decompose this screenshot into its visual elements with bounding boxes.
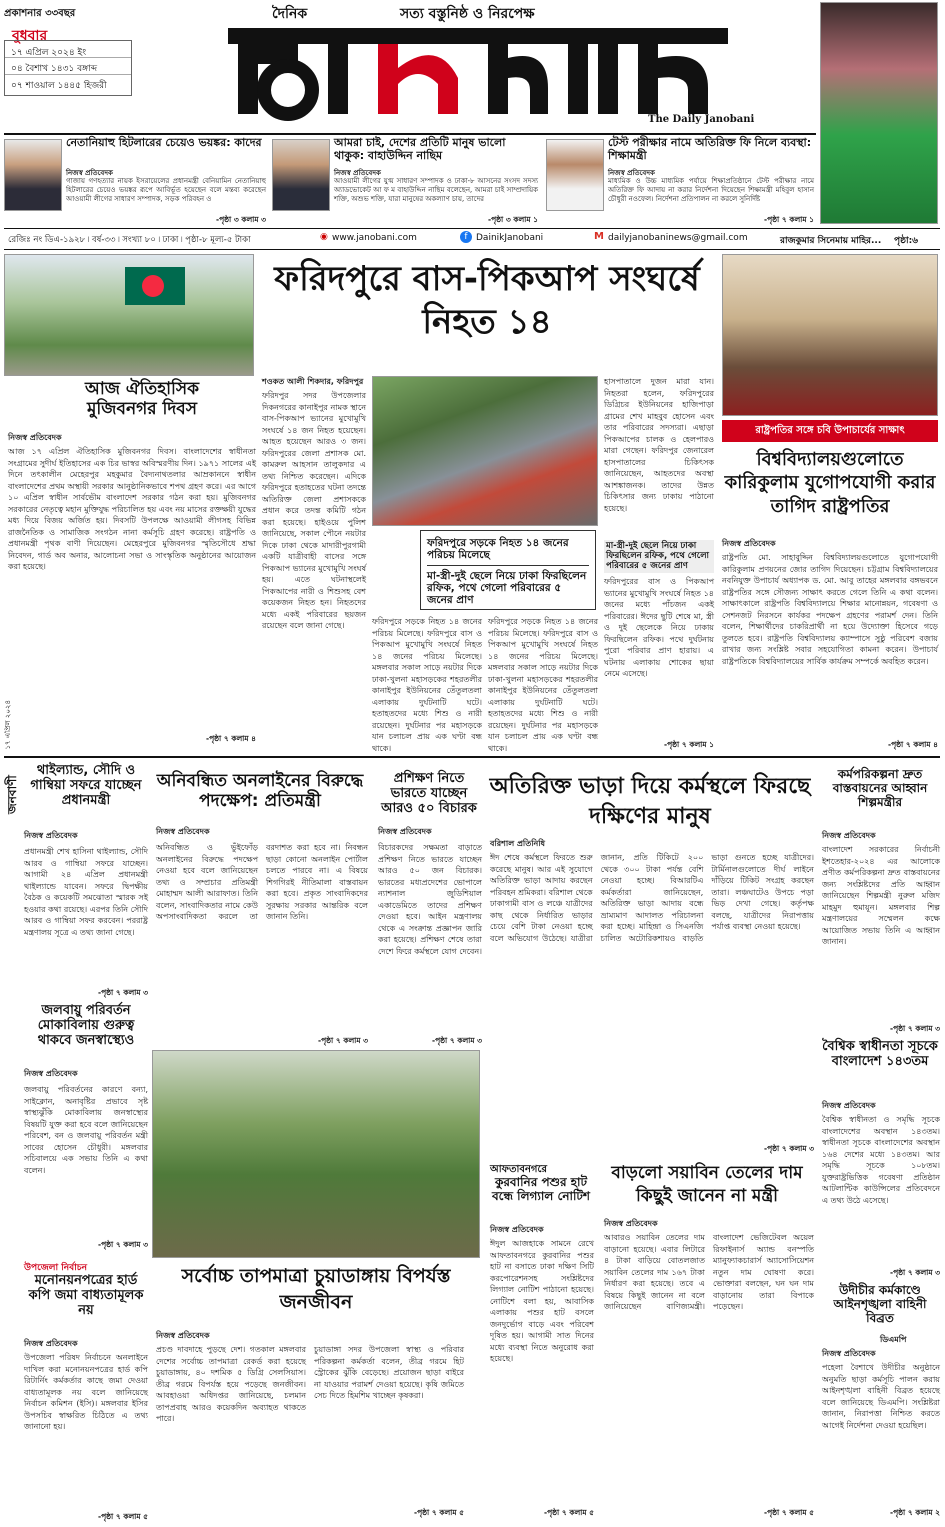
pm-trip-continued[interactable]: -পৃষ্ঠা ৭ কলাম ৩ [97, 988, 148, 997]
pm-trip-text: প্রধানমন্ত্রী শেখ হাসিনা থাইল্যান্ড, সৌদি আরব ও গাম্বিয়া সফরে যাচ্ছেন। আগামী ২৪ এপ্রিল প্রধানমন্ত্রী থাইল্যান্ডে যাবেন। সফরে দ্বিপক্ষীয় বৈঠক ও কয়েকটি সমঝোতা স্মারক সই হওয়ার কথা রয়েছে। এরপর তিনি সৌদি আরব ও গাম্বিয়া সফর করবেন। পররাষ্ট্র মন্ত্রণালয় সূত্রে এ তথ্য জানা গেছে। [24, 847, 148, 937]
lead-byline: শওকত আলী শিকদার, ফরিদপুর [262, 377, 364, 386]
teaser-1-title[interactable]: নেতানিয়াহু হিটলারের চেয়েও ভয়ঙ্কর: কাদের [66, 136, 262, 149]
udichi-text: পহেলা বৈশাখে উদীচীর অনুষ্ঠানে অনুমতি ছাড়া কর্মসূচি পালন করায় আইনশৃঙ্খলা বাহিনী বিব্রত হয়েছে বলে জানিয়েছে ডিএমপি। সংশ্লিষ্টরা জানান, নিরাপত্তা নিশ্চিত করতে আগেই নির্দেশনা দেওয়া হয়েছিল। [822, 1363, 940, 1430]
oil-byline: নিজস্ব প্রতিবেদক [604, 1219, 658, 1228]
oil-continued[interactable]: -পৃষ্ঠা ৭ কলাম ৫ [763, 1508, 814, 1517]
lead-continued[interactable]: -পৃষ্ঠা ৭ কলাম ১ [663, 740, 714, 749]
eid-byline: নিজস্ব প্রতিবেদক [490, 1225, 544, 1234]
teaser-3-continued[interactable]: -পৃষ্ঠা ৭ কলাম ১ [763, 215, 814, 224]
eid-headline[interactable]: কুরবানির পশুর হাট বন্ধে লিগ্যাল নোটিশ [491, 1175, 591, 1203]
lead-box-head: মা-স্ত্রী-দুই ছেলে নিয়ে ঢাকা ফিরছিলেন রফিক, পথে গেলো পরিবারের ৫ জনের প্রাণ [604, 540, 714, 573]
lead-text-col4: ফরিদপুরের বাস ও পিকআপ ভ্যানের মুখোমুখি সংঘর্ষে নিহত ১৪ জনের মধ্যে পাঁচজন একই পরিবারের। ঈদের ছুটি শেষে মা, স্ত্রী ও দুই ছেলেকে নিয়ে ঢাকায় ফিরছিলেন রফিক। পথে দুর্ঘটনায় পুরো পরিবার প্রাণ হারায়। এ ঘটনায় এলাকায় শোকের ছায়া নেমে এসেছে। [604, 577, 714, 678]
eid-kicker: আফতাবনগরে [490, 1164, 547, 1175]
freedom-text: বৈশ্বিক স্বাধীনতা ও সমৃদ্ধি সূচকে বাংলাদেশের অবস্থান ১৪৩তম। স্বাধীনতা সূচকে বাংলাদেশের অবস্থান ১৬৪ দেশের মধ্যে ১৪৩তম। আর সমৃদ্ধি সূচকে ১০৮তম। যুক্তরাষ্ট্রভিত্তিক গবেষণা প্রতিষ্ঠান আটলান্টিক কাউন্সিলের প্রতিবেদনে এ তথ্য উঠে এসেছে। [822, 1115, 940, 1205]
online-text: অনিবন্ধিত ও ভুঁইফোঁড় অনলাইনের বিরুদ্ধে পদক্ষেপ নেওয়া হবে বলে জানিয়েছেন তথ্য ও সম্প্রচার প্রতিমন্ত্রী মোহাম্মদ আলী আরাফাত। তিনি বলেন, সাংবাদিকতার নামে কেউ অপসাংবাদিকতা করলে তা বরদাশত করা হবে না। নিবন্ধন ছাড়া কোনো অনলাইন পোর্টাল চলতে পারবে না। এ বিষয়ে শিগগিরই নীতিমালা বাস্তবায়ন করা হবে। প্রকৃত সাংবাদিকদের সুরক্ষায় সরকার আন্তরিক বলে জানান তিনি। [156, 843, 368, 921]
teaser-2-text: আওয়ামী লীগের যুগ্ম সাধারণ সম্পাদক ও ঢাকা-৮ আসনের সংসদ সদস্য অ্যাডভোকেট আ ফ ম বাহাউদ্দিন নাছিম বলেছেন, আমরা চাই সাম্প্রদায়িক শক্তি, অশুভ শক্তি, যারা মানুষের অকল্যাণ চায়, তাদের [334, 177, 538, 203]
president-headline[interactable]: বিশ্ববিদ্যালয়গুলোতে কারিকুলাম যুগোপযোগী করার তাগিদ রাষ্ট্রপতির [724, 449, 936, 517]
udichi-byline: নিজস্ব প্রতিবেদক [822, 1349, 876, 1358]
side-brand-strip [2, 700, 18, 770]
udichi-continued[interactable]: -পৃষ্ঠা ৭ কলাম ২ [889, 1508, 940, 1517]
info-bar [4, 228, 940, 250]
fare-text: ঈদ শেষে কর্মস্থলে ফিরতে শুরু করেছে মানুষ। আর এই সুযোগে অতিরিক্ত ভাড়া আদায় করছেন পরিবহন শ্রমিকরা। বরিশাল থেকে ঢাকাগামী বাস ও লঞ্চে যাত্রীদের কাছ থেকে নির্ধারিত ভাড়ার চেয়ে বেশি টাকা নেওয়া হচ্ছে বলে অভিযোগ উঠেছে। যাত্রীরা জানান, প্রতি টিকিটে ২০০ থেকে ৩০০ টাকা পর্যন্ত বেশি নেওয়া হচ্ছে। বিআরটিএ কর্মকর্তারা জানিয়েছেন, অতিরিক্ত ভাড়া আদায় বন্ধে ভ্রাম্যমাণ আদালত পরিচালনা করা হচ্ছে। মাহিন্দ্রা ও সিএনজি চালিত অটোরিকশায়ও বাড়তি ভাড়া গুনতে হচ্ছে যাত্রীদের। টার্মিনালগুলোতে দীর্ঘ লাইনে দাঁড়িয়ে টিকিট সংগ্রহ করছেন তারা। লঞ্চঘাটেও উপচে পড়া ভিড় দেখা গেছে। কর্তৃপক্ষ বলছে, যাত্রীদের নিরাপত্তায় পর্যাপ্ত ব্যবস্থা নেওয়া হয়েছে। [490, 853, 814, 943]
email-link[interactable]: dailyjanobaninews@gmail.com [608, 233, 748, 243]
heat-continued[interactable]: -পৃষ্ঠা ৭ কলাম ৫ [413, 1508, 464, 1517]
side-date: ১৭ এপ্রিল ২০২৪ [4, 700, 12, 750]
teaser-3-photo [546, 139, 604, 211]
heat-text-1: প্রচণ্ড দাবদাহে পুড়ছে দেশ। গতকাল মঙ্গলবার দেশের সর্বোচ্চ তাপমাত্রা রেকর্ড করা হয়েছে চুয়াডাঙ্গায়, ৪০ দশমিক ৫ ডিগ্রি সেলসিয়াস। তীব্র গরমে বিপর্যস্ত হয়ে পড়েছে জনজীবন। আবহাওয়া অধিদপ্তর জানিয়েছে, চলমান তাপপ্রবাহ আরও কয়েকদিন অব্যাহত থাকতে পারে। [156, 1345, 306, 1423]
upazila-text: উপজেলা পরিষদ নির্বাচনে অনলাইনে দাখিল করা মনোনয়নপত্রের হার্ড কপি রিটার্নিং কর্মকর্তার কাছে জমা দেওয়া বাধ্যতামূলক নয় বলে জানিয়েছে নির্বাচন কমিশন (ইসি)। মঙ্গলবার ইসির উপসচিব স্বাক্ষরিত চিঠিতে এ তথ্য জানানো হয়। [24, 1353, 148, 1431]
gmail-icon: M [594, 231, 604, 242]
teaser-3-byline: নিজস্ব প্রতিবেদক [608, 169, 655, 177]
heat-byline: নিজস্ব প্রতিবেদক [156, 1331, 210, 1340]
fare-continued[interactable]: -পৃষ্ঠা ৭ কলাম ৩ [763, 1144, 814, 1153]
page-number: পৃষ্ঠা:৬ [894, 236, 919, 246]
upazila-kicker: উপজেলা নির্বাচন [24, 1263, 88, 1273]
president-continued[interactable]: -পৃষ্ঠা ৭ কলাম ৪ [887, 740, 938, 749]
facebook-icon: f [460, 231, 472, 243]
president-text: রাষ্ট্রপতি মো. সাহাবুদ্দিন বিশ্ববিদ্যালয়গুলোতে যুগোপযোগী কারিকুলাম প্রণয়নের জোর তাগিদ দিয়েছেন। চট্টগ্রাম বিশ্ববিদ্যালয়ের নবনিযুক্ত উপাচার্য অধ্যাপক ড. মো. আবু তাহের মঙ্গলবার বঙ্গভবনে রাষ্ট্রপতির সঙ্গে সৌজন্য সাক্ষাৎ করতে গেলে তিনি এ কথা বলেন। সাক্ষাৎকালে রাষ্ট্রপতি বিশ্ববিদ্যালয়ে শিক্ষার মানোন্নয়ন, গবেষণা ও সেশনজট নিরসনে কার্যকর পদক্ষেপ গ্রহণের পরামর্শ দেন। তিনি বলেন, শিক্ষার্থীদের চাকরিপ্রার্থী না হয়ে উদ্যোক্তা হিসেবে গড়ে তুলতে হবে। রাষ্ট্রপতি বিশ্ববিদ্যালয় ক্যাম্পাসে সুষ্ঠু পরিবেশ বজায় রাখার জন্য সংশ্লিষ্ট সবার সহযোগিতা কামনা করেন। উপাচার্য রাষ্ট্রপতিকে বিশ্ববিদ্যালয়ের সার্বিক কার্যক্রম সম্পর্কে অবহিত করেন। [722, 553, 938, 666]
upazila-headline[interactable]: মনোনয়নপত্রের হার্ড কপি জমা বাধ্যতামূলক নয় [28, 1273, 144, 1318]
teaser-1-continued[interactable]: -পৃষ্ঠা ৩ কলাম ৩ [215, 215, 266, 224]
date-hijri: ০৭ শাওয়াল ১৪৪৫ হিজরী [11, 81, 107, 91]
website-link[interactable]: www.janobani.com [332, 233, 417, 243]
teaser-1[interactable] [4, 137, 266, 227]
lead-highlight-box [420, 530, 596, 610]
web-icon: ◉ [320, 232, 328, 242]
judges-headline[interactable]: প্রশিক্ষণ নিতে ভারতে যাচ্ছেন আরও ৫০ বিচারক [381, 771, 477, 816]
heat-photo[interactable] [152, 1050, 480, 1258]
oil-headline[interactable]: বাড়লো সয়াবিন তেলের দাম কিছুই জানেন না মন্ত্রী [611, 1163, 803, 1206]
industry-text: বাংলাদেশ সরকারের নির্বাচনী ইশতেহার-২০২৪ এর আলোকে প্রণীত কর্মপরিকল্পনা দ্রুত বাস্তবায়নের জন্য সংশ্লিষ্টদের প্রতি আহ্বান জানিয়েছেন শিল্পমন্ত্রী নুরুল মজিদ মাহমুদ হুমায়ূন। মঙ্গলবার শিল্প মন্ত্রণালয়ের সম্মেলন কক্ষে আয়োজিত সভায় তিনি এ আহ্বান জানান। [822, 845, 940, 946]
mujibnagar-continued[interactable]: -পৃষ্ঠা ৭ কলাম ৪ [205, 734, 256, 743]
president-caption: রাষ্ট্রপতির সঙ্গে চবি উপাচার্যের সাক্ষাৎ [722, 420, 938, 442]
teaser-2-continued[interactable]: -পৃষ্ঠা ৩ কলাম ১ [487, 215, 538, 224]
teaser-1-photo [4, 139, 62, 211]
teaser-3-title[interactable]: টেস্ট পরীক্ষার নামে অতিরিক্ত ফি নিলে ব্যবস্থা: শিক্ষামন্ত্রী [608, 136, 812, 162]
mujibnagar-text: আজ ১৭ এপ্রিল ঐতিহাসিক মুজিবনগর দিবস। বাংলাদেশের স্বাধীনতা সংগ্রামের সুদীর্ঘ ইতিহাসের এক চির ভাস্বর অবিস্মরণীয় দিন। ১৯৭১ সালের এই দিনে তৎকালীন মেহেরপুর মহকুমার বৈদ্যনাথতলার আম্রকাননে স্বাধীন বাংলাদেশের প্রথম অস্থায়ী সরকার আনুষ্ঠানিকভাবে শপথ গ্রহণ করে। এর আগে ১০ এপ্রিল স্বাধীন সার্বভৌম বাংলাদেশ সরকার গঠন করা হয়। মুজিবনগর সরকারের নেতৃত্বে মহান মুক্তিযুদ্ধ পরিচালিত হয় এবং নয় মাসের রক্তক্ষয়ী যুদ্ধের মধ্য দিয়ে বিজয় অর্জিত হয়। দিবসটি উপলক্ষে আওয়ামী লীগসহ বিভিন্ন রাজনৈতিক ও সামাজিক সংগঠন নানা কর্মসূচি গ্রহণ করেছে। রাষ্ট্রপতি ও প্রধানমন্ত্রী পৃথক বাণী দিয়েছেন। মেহেরপুরে মুজিবনগর স্মৃতিসৌধে শ্রদ্ধা নিবেদন, গার্ড অব অনার, আলোচনা সভা ও সাংস্কৃতিক অনুষ্ঠানের আয়োজন করা হয়েছে। [8, 447, 256, 571]
climate-text: জলবায়ু পরিবর্তনের কারণে বন্যা, সাইক্লোন, অনাবৃষ্টির প্রভাবে সৃষ্ট স্বাস্থ্যঝুঁকি মোকাবিলায় জনস্বাস্থ্যের বিষয়টি যুক্ত করা হবে বলে জানিয়েছেন পরিবেশ, বন ও জলবায়ু পরিবর্তন মন্ত্রী সাবের হোসেন চৌধুরী। মঙ্গলবার সচিবালয়ে এক সভায় তিনি এ কথা বলেন। [24, 1085, 148, 1175]
judges-continued[interactable]: -পৃষ্ঠা ৭ কলাম ৩ [431, 1036, 482, 1045]
section-rule [4, 756, 940, 758]
climate-headline[interactable]: জলবায়ু পরিবর্তন মোকাবিলায় গুরুত্ব থাকবে জনস্বাস্থ্যেও [37, 1003, 135, 1048]
teaser-2-byline: নিজস্ব প্রতিবেদক [334, 169, 381, 177]
accident-photo[interactable] [372, 376, 598, 526]
mujibnagar-photo[interactable] [4, 254, 254, 376]
lead-text-col2b: ফরিদপুরে সড়কে নিহত ১৪ জনের পরিচয় মিলেছে। ফরিদপুরে বাস ও পিকআপ মুখোমুখি সংঘর্ষে নিহত ১৪ জনের পরিচয় মিলেছে। মঙ্গলবার সকাল সাড়ে নয়টার দিকে ঢাকা-খুলনা মহাসড়কের শহরতলীর কানাইপুর ইউনিয়নের তেঁতুলতলা এলাকায় দুর্ঘটনাটি ঘটে। হতাহতদের মধ্যে শিশু ও নারী রয়েছেন। দুর্ঘটনার পর মহাসড়কে যান চলাচল প্রায় এক ঘণ্টা বন্ধ থাকে। [488, 617, 598, 753]
facebook-link[interactable]: DainikJanobani [476, 233, 544, 243]
heat-headline[interactable]: সর্বোচ্চ তাপমাত্রা চুয়াডাঙ্গায় বিপর্যস্ত জনজীবন [181, 1265, 451, 1313]
cinema-teaser[interactable]: রাজকুমার সিনেমায় মাহির... [780, 236, 882, 246]
teaser-3[interactable] [546, 137, 816, 227]
oil-text: আবারও সয়াবিন তেলের দাম বাড়ানো হয়েছে। এবার লিটারে ৪ টাকা বাড়িয়ে বোতলজাত সয়াবিন তেলের দাম ১৬৭ টাকা নির্ধারণ করা হয়েছে। তবে এ বিষয়ে কিছুই জানেন না বলে জানিয়েছেন বাণিজ্যমন্ত্রী। বাংলাদেশ ভেজিটেবল অয়েল রিফাইনার্স অ্যান্ড বনস্পতি ম্যানুফ্যাকচারার্স অ্যাসোসিয়েশন নতুন দাম ঘোষণা করে। ভোক্তারা বলছেন, ঘন ঘন দাম বাড়ানোয় তারা বিপাকে পড়েছেন। [604, 1233, 814, 1311]
fare-headline[interactable]: অতিরিক্ত ভাড়া দিয়ে কর্মস্থলে ফিরছে দক্ষিণের মানুষ [489, 774, 811, 829]
highlight-subhead: মা-স্ত্রী-দুই ছেলে নিয়ে ঢাকা ফিরছিলেন রফিক, পথে গেলো পরিবারের ৫ জনের প্রাণ [427, 570, 587, 607]
industry-headline[interactable]: কর্মপরিকল্পনা দ্রুত বাস্তবায়নের আহ্বান শিল্পমন্ত্রীর [832, 767, 928, 809]
teaser-1-text: গাজায় গণহত্যার নায়ক ইসরায়েলের প্রধানমন্ত্রী বেনিয়ামিন নেতানিয়াহু হিটলারের চেয়েও ভয়ঙ্কর রূপে আবির্ভূত হয়েছেন বলে মন্তব্য করেছেন আওয়ামী লীগের সাধারণ সম্পাদক, সড়ক পরিবহন ও [66, 177, 266, 203]
teaser-2-title[interactable]: আমরা চাই, দেশের প্রতিটি মানুষ ভালো থাকুক: বাহাউদ্দিন নাছিম [334, 136, 506, 162]
weekday: বুধবার [12, 28, 48, 44]
date-english: ১৭ এপ্রিল ২০২৪ ইং [5, 41, 131, 58]
advertisement-photo[interactable] [820, 2, 938, 224]
lead-text-col3: হাসপাতালে দুজন মারা যান। নিহতরা হলেন, ফরিদপুরের ডিগ্রিচর ইউনিয়নের হাজিপাড়া গ্রামের শেখ মাহবুব হোসেন এবং তার পরিবারের সদস্যরা। এছাড়া পিকআপের চালক ও হেলপারও মারা গেছেন। ফরিদপুর জেনারেল হাসপাতালের চিকিৎসক জানিয়েছেন, আহতদের অবস্থা আশঙ্কাজনক। তাদের উন্নত চিকিৎসার জন্য ঢাকায় পাঠানো হয়েছে। [604, 377, 714, 513]
heat-text-2: চুয়াডাঙ্গা সদর উপজেলা স্বাস্থ্য ও পরিবার পরিকল্পনা কর্মকর্তা বলেন, তীব্র গরমে হিট স্ট্রোকের ঝুঁকি বেড়েছে। প্রয়োজন ছাড়া বাইরে না যাওয়ার পরামর্শ দেওয়া হয়েছে। কৃষি জমিতে সেচ দিতে হিমশিম খাচ্ছেন কৃষকরা। [314, 1345, 464, 1400]
daily-label: দৈনিক [272, 6, 308, 22]
judges-byline: নিজস্ব প্রতিবেদক [378, 827, 432, 836]
upazila-continued[interactable]: -পৃষ্ঠা ৭ কলাম ৫ [97, 1512, 148, 1521]
side-logo: জনবাণী [5, 775, 19, 814]
udichi-headline[interactable]: উদীচীর কর্মকাণ্ডে আইনশৃঙ্খলা বাহিনী বিব্রত [833, 1283, 927, 1325]
industry-continued[interactable]: -পৃষ্ঠা ৭ কলাম ৩ [889, 1024, 940, 1033]
climate-continued[interactable]: -পৃষ্ঠা ৭ কলাম ৩ [97, 1240, 148, 1249]
tagline: সত্য বস্তুনিষ্ঠ ও নিরপেক্ষ [400, 6, 535, 22]
teaser-2[interactable] [272, 137, 540, 227]
pm-trip-headline[interactable]: থাইল্যান্ড, সৌদি ও গাম্বিয়া সফরে যাচ্ছেন প্রধানমন্ত্রী [30, 763, 142, 808]
judges-text: বিচারকদের সক্ষমতা বাড়াতে প্রশিক্ষণ নিতে ভারতে যাচ্ছেন আরও ৫০ জন বিচারক। ভারতের মধ্যপ্রদেশের ভোপালে ন্যাশনাল জুডিশিয়াল একাডেমিতে তাদের প্রশিক্ষণ দেওয়া হবে। আইন মন্ত্রণালয় থেকে এ সংক্রান্ত প্রজ্ঞাপন জারি করা হয়েছে। প্রশিক্ষণ শেষে তারা দেশে ফিরে কর্মস্থলে যোগ দেবেন। [378, 843, 482, 956]
teaser-1-byline: নিজস্ব প্রতিবেদক [66, 169, 113, 177]
eid-continued[interactable]: -পৃষ্ঠা ৭ কলাম ৫ [543, 1508, 594, 1517]
flag-icon [125, 267, 185, 305]
lead-headline[interactable]: ফরিদপুরে বাস-পিকআপ সংঘর্ষে নিহত ১৪ [274, 259, 700, 342]
teaser-top-rule [4, 133, 816, 135]
online-byline: নিজস্ব প্রতিবেদক [156, 827, 210, 836]
registration-info: রেজিঃ নং ডিএ-১৯২৮ ৷ বর্ষ-৩৩ ৷ সংখ্যা ৮০ ৷ ঢাকা ৷ পৃষ্ঠা-৮ মূল্য-৫ টাকা [8, 235, 251, 245]
freedom-byline: নিজস্ব প্রতিবেদক [822, 1101, 876, 1110]
pm-trip-byline: নিজস্ব প্রতিবেদক [24, 831, 78, 840]
lead-text-col2: ফরিদপুরে সড়কে নিহত ১৪ জনের পরিচয় মিলেছে। ফরিদপুরে বাস ও পিকআপ মুখোমুখি সংঘর্ষে নিহত ১৪ জনের পরিচয় মিলেছে। মঙ্গলবার সকাল সাড়ে নয়টার দিকে ঢাকা-খুলনা মহাসড়কের শহরতলীর কানাইপুর ইউনিয়নের তেঁতুলতলা এলাকায় দুর্ঘটনাটি ঘটে। হতাহতদের মধ্যে শিশু ও নারী রয়েছেন। দুর্ঘটনার পর মহাসড়কে যান চলাচল প্রায় এক ঘণ্টা বন্ধ থাকে। [372, 617, 482, 753]
mujibnagar-byline: নিজস্ব প্রতিবেদক [8, 433, 62, 442]
eid-text: ঈদুল আজহাকে সামনে রেখে আফতাবনগরে কুরবানির পশুর হাট না বসাতে ঢাকা দক্ষিণ সিটি করপোরেশনসহ সংশ্লিষ্টদের লিগ্যাল নোটিশ পাঠানো হয়েছে। নোটিশে বলা হয়, আবাসিক এলাকায় পশুর হাট বসলে জনদুর্ভোগ বাড়ে এবং পরিবেশ দূষিত হয়। আগামী সাত দিনের মধ্যে ব্যবস্থা নিতে অনুরোধ করা হয়েছে। [490, 1239, 594, 1363]
president-byline: নিজস্ব প্রতিবেদক [722, 539, 776, 548]
online-continued[interactable]: -পৃষ্ঠা ৭ কলাম ৩ [317, 1036, 368, 1045]
highlight-caption: ফরিদপুরে সড়কে নিহত ১৪ জনের পরিচয় মিলেছে [427, 537, 569, 562]
upazila-byline: নিজস্ব প্রতিবেদক [24, 1339, 78, 1348]
climate-byline: নিজস্ব প্রতিবেদক [24, 1069, 78, 1078]
president-photo[interactable] [722, 254, 938, 416]
date-bengali: ০৪ বৈশাখ ১৪৩১ বঙ্গাব্দ [5, 58, 131, 75]
industry-byline: নিজস্ব প্রতিবেদক [822, 831, 876, 840]
mujibnagar-headline[interactable]: আজ ঐতিহাসিক মুজিবনগর দিবস [84, 379, 200, 419]
freedom-continued[interactable]: -পৃষ্ঠা ৭ কলাম ৩ [889, 1268, 940, 1277]
english-name: The Daily Janobani [648, 114, 755, 125]
years-since: প্রকাশনার ৩৩বছর [4, 8, 76, 19]
teaser-3-text: মাধ্যমিক ও উচ্চ মাধ্যমিক পর্যায়ে শিক্ষাপ্রতিষ্ঠানে টেস্ট পরীক্ষার নামে অতিরিক্ত ফি আদায় না করার নির্দেশনা দিয়েছেন শিক্ষামন্ত্রী মহিবুল হাসান চৌধুরী নওফেল। নির্দেশনা প্রতিপালন না করলে সুনির্দিষ্ট [608, 177, 814, 203]
freedom-headline[interactable]: বৈশ্বিক স্বাধীনতা সূচকে বাংলাদেশ ১৪৩তম [822, 1039, 938, 1069]
date-box [4, 40, 132, 96]
teaser-2-photo [272, 139, 330, 211]
fare-byline: বরিশাল প্রতিনিধি [490, 839, 546, 848]
udichi-tag: ডিএমপি [880, 1335, 907, 1344]
online-headline[interactable]: অনিবন্ধিত অনলাইনের বিরুদ্ধে পদক্ষেপ: প্রতিমন্ত্রী [156, 771, 364, 811]
lead-text-col1: ফরিদপুর সদর উপজেলার দিকনগরের কানাইপুর নামক স্থানে বাস-পিকআপ ভ্যানের মুখোমুখি সংঘর্ষে ১৪ জন নিহত হয়েছেন। আহত হয়েছেন আরও ৩ জন। ফরিদপুরের জেলা প্রশাসক মো. কামরুল আহসান তালুকদার এ তথ্য নিশ্চিত করেছেন। এদিকে ফরিদপুরে হতাহতের ঘটনা তদন্তে অতিরিক্ত জেলা প্রশাসককে প্রধান করে তদন্ত কমিটি গঠন করা হয়েছে। হাইওয়ে পুলিশ জানিয়েছে, সকাল পৌনে নয়টার দিকে ঢাকা থেকে মাদারীপুরগামী একটি যাত্রীবাহী বাসের সঙ্গে পিকআপ ভ্যানের মুখোমুখি সংঘর্ষ হয়। এতে ঘটনাস্থলেই পিকআপের নারী ও শিশুসহ বেশ কয়েকজন নিহত হন। নিহতদের মধ্যে একই পরিবারের ছয়জন রয়েছেন বলে জানা গেছে। [262, 391, 366, 630]
